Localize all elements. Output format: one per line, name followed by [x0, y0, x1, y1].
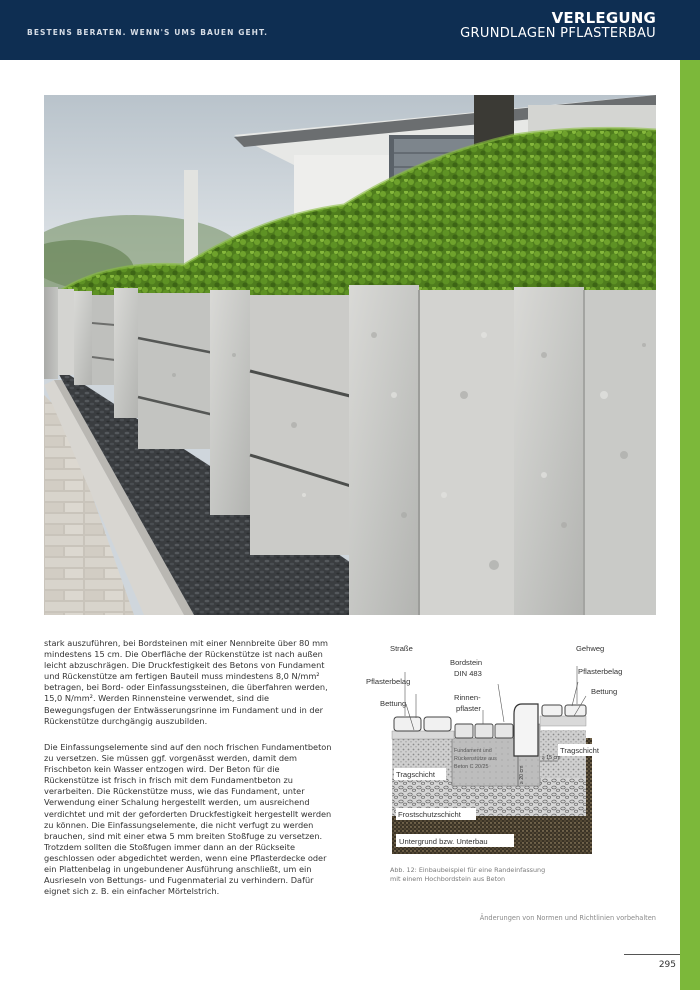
hero-photo [44, 95, 656, 615]
figure-caption [390, 866, 630, 884]
label-dim-horizontal: ≥ 15 cm [542, 755, 561, 761]
label-fundament-3: Beton C 20/25 [454, 764, 489, 770]
label-tragschicht-right: Tragschicht [560, 746, 599, 755]
label-dim-vertical: ≥ 20 cm [519, 765, 525, 784]
page-header [0, 0, 700, 60]
granite-wall-illustration [44, 95, 656, 615]
header-tagline: BESTENS BERATEN. WENN'S UMS BAUEN GEHT. [27, 28, 269, 37]
label-untergrund: Untergrund bzw. Unterbau [399, 837, 488, 846]
label-bordstein-norm: DIN 483 [454, 669, 482, 678]
curb-cross-section-diagram [362, 638, 622, 868]
caption-line-2: mit einem Hochbordstein aus Beton [390, 874, 506, 883]
label-pflasterbelag-left: Pflasterbelag [366, 677, 411, 686]
label-fundament-1: Fundament und [454, 748, 492, 754]
label-pflaster: pflaster [456, 704, 481, 713]
page-number: 295 [658, 960, 676, 970]
disclaimer-footnote: Änderungen von Normen und Richtlinien vorbehalten [479, 914, 656, 922]
body-paragraph-2: Die Einfassungselemente sind auf den noch frischen Fundamentbeton zu versetzen. Sie müssen ggf. vorgenässt werden, damit dem Frischbeton kein Wasser entzogen wird. Der Beton für die Rückenstütze ist frisch in frisch mit dem Fundamentbeton zu verarbeiten. Die Rückenstütze muss, wie das Fundament, unter Verwendung einer Schalung hergestellt werden, um ausreichend verdichtet und mit der geforderten Druckfestigkeit hergestellt werden zu können. Die Einfassungselemente, die nicht verfugt zu werden brauchen, sind mit einer etwa 5 mm breiten Stoßfuge zu versetzen. Trotzdem sollten die Stoßfugen immer dann an der Rückseite geschlossen oder abgedichtet werden, wenn eine Pflasterdecke oder ein Plattenbelag in ungebundener Ausführung anschließt, um ein Ausrieseln von Bettungs- und Fugenmaterial zu verhindern. Dafür eignet sich z. B. ein einfacher Mörtelstrich. [44, 742, 332, 897]
body-paragraph-1: stark auszuführen, bei Bordsteinen mit einer Nennbreite über 80 mm mindestens 15 cm. Die Oberfläche der Rückenstütze ist nach außen leicht abzuschrägen. Die Druckfestigkeit des Betons von Fundament und Rückenstütze am fertigen Bauteil muss mindestens 8,0 N/mm² betragen, bei Bord- oder Einfassungssteinen, die überfahren werden, 15,0 N/mm². Werden Rinnensteine verwendet, sind die Bewegungsfugen der Entwässerungsrinne im Fundament und in der Rückenstütze durchgängig auszubilden. [44, 638, 329, 726]
label-strasse: Straße [390, 644, 413, 653]
label-frostschutzschicht: Frostschutzschicht [398, 810, 461, 819]
label-gehweg: Gehweg [576, 644, 605, 653]
footer-rule [624, 954, 680, 955]
label-bettung-left: Bettung [380, 699, 407, 708]
label-rinnen: Rinnen- [454, 693, 481, 702]
label-fundament-2: Rückenstütze aus [454, 756, 497, 762]
section-subtitle: GRUNDLAGEN PFLASTERBAU [460, 26, 656, 41]
label-tragschicht-left: Tragschicht [396, 770, 435, 779]
label-bordstein: Bordstein [450, 658, 483, 667]
caption-line-1: Abb. 12: Einbaubeispiel für eine Randeinfassung [390, 866, 546, 874]
label-bettung-right: Bettung [591, 687, 618, 696]
accent-side-bar [680, 60, 700, 990]
label-pflasterbelag-right: Pflasterbelag [578, 667, 622, 676]
section-title: VERLEGUNG [551, 9, 656, 27]
